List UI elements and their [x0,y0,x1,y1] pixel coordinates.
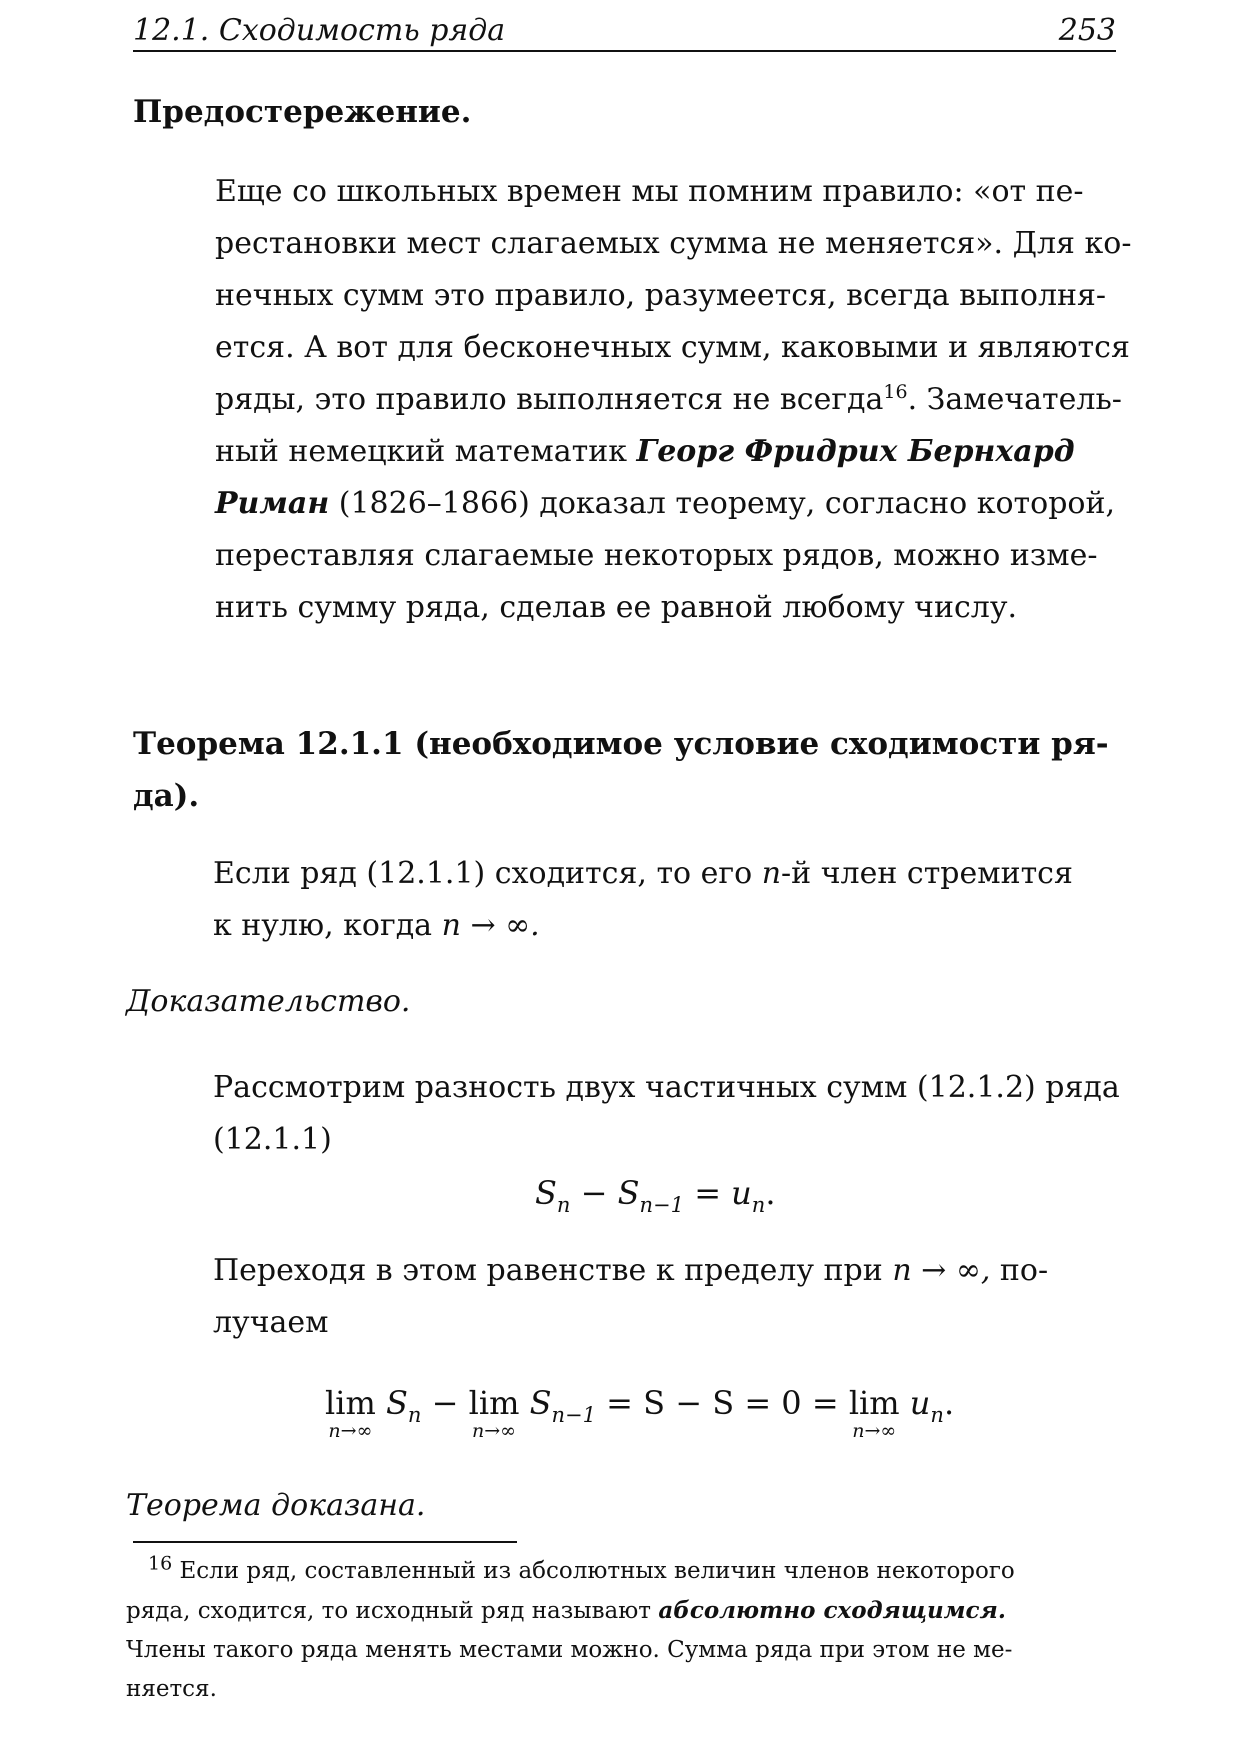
footnote-ref: 16 [883,381,908,403]
text-line: нить сумму ряда, сделав ее равной любому числу. [215,590,1018,625]
text-line: ряда, сходится, то исходный ряд называют абсолютно сходящимся. [126,1597,1006,1624]
limit-operator: lim n→∞ [848,1384,900,1442]
text-line: ряды, это правило выполняется не всегда$^{16}$. Замечатель- [215,381,1122,417]
text-line: к нулю, когда n → ∞. [213,908,540,943]
warning-heading: Предостережение. [133,94,472,130]
limit-formula: lim n→∞ $S_n - \lim$ n→∞ $S_{n-1} = S - S = 0 = \lim$ n→∞ $u_n$. [325,1384,955,1442]
footnote [126,1552,1104,1709]
proof-label: Доказательство. [126,984,411,1019]
text-line: $^{16}$ Если ряд, составленный из абсолютных величин членов некоторого [148,1552,1015,1584]
running-header [133,8,1116,52]
text-line: Члены такого ряда менять местами можно. Сумма ряда при этом не ме- [126,1637,1013,1663]
text-line: Еще со школьных времен мы помним правило: «от пе- [215,174,1084,209]
proof-conclusion: Теорема доказана. [126,1488,426,1523]
text-line: Риман (1826–1866) доказал теорему, согласно которой, [215,486,1116,521]
text-line: нечных сумм это правило, разумеется, всегда выполня- [215,278,1107,313]
theorem-statement [213,848,1113,952]
proof-paragraph-1 [213,1062,1120,1166]
text-line: лучаем [213,1305,329,1340]
page-number: 253 [1058,13,1116,48]
section-title: 12.1. Сходимость ряда [133,13,506,48]
limit-operator: lim n→∞ [325,1384,376,1442]
footnote-number: 16 [148,1552,173,1575]
text-line: переставляя слагаемые некоторых рядов, можно изме- [215,538,1098,573]
text-line: рестановки мест слагаемых сумма не меняется». Для ко- [215,226,1132,261]
defined-term: абсолютно сходящимся. [658,1597,1006,1624]
text-line: Переходя в этом равенстве к пределу при n → ∞, по- [213,1253,1049,1288]
text-line: (12.1.1) [213,1122,332,1157]
mathematician-name: Георг Фридрих Бернхард [636,434,1075,469]
theorem-heading: Теорема 12.1.1 (необходимое условие сходимости ря- да). [133,726,1109,814]
warning-paragraph [215,166,1132,634]
text-line: ется. А вот для бесконечных сумм, каковыми и являются [215,330,1130,365]
footnote-divider [133,1541,517,1543]
text-line: Рассмотрим разность двух частичных сумм (12.1.2) ряда [213,1070,1120,1105]
difference-formula: $S_n - S_{n-1} = u_n$. [535,1174,776,1217]
text-line: ный немецкий математик Георг Фридрих Бернхард [215,434,1075,469]
mathematician-surname: Риман [215,486,330,521]
proof-paragraph-2 [213,1245,1113,1349]
text-line: няется. [126,1676,217,1702]
text-line: Если ряд (12.1.1) сходится, то его n-й член стремится [213,856,1073,891]
limit-operator: lim n→∞ [468,1384,520,1442]
